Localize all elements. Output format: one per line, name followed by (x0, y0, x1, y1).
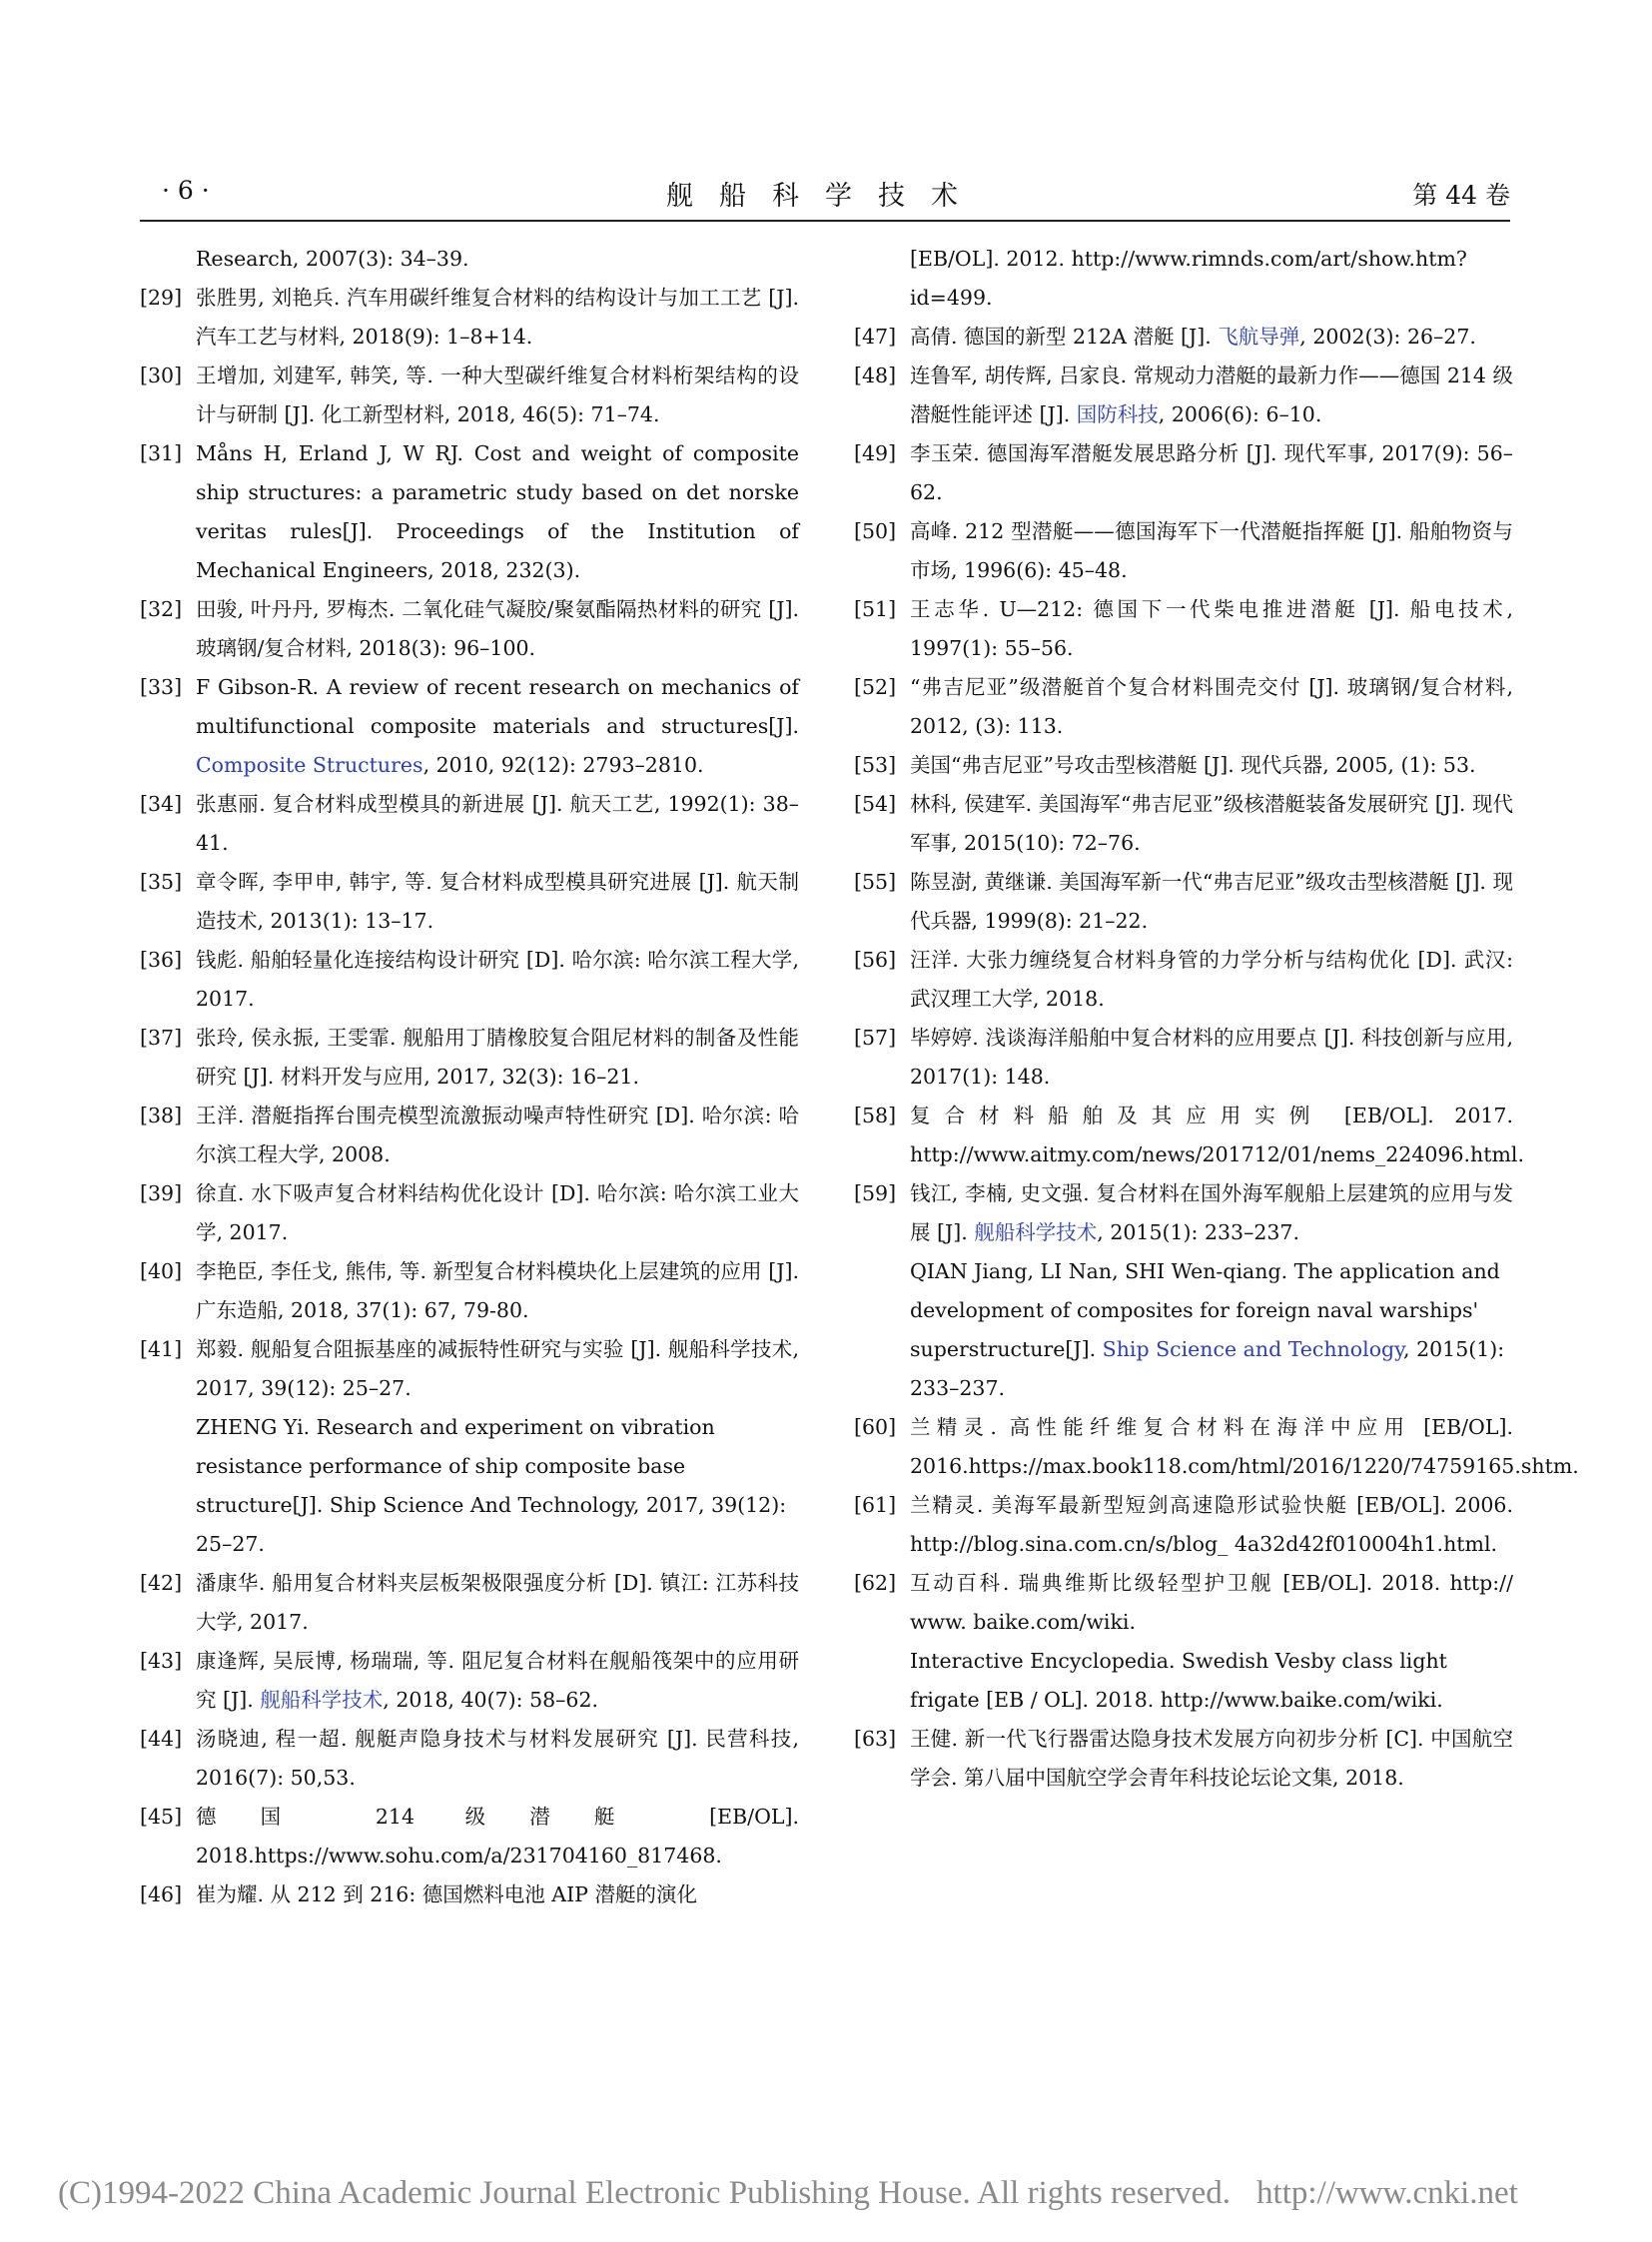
reference-entry (854, 785, 1513, 863)
reference-text: 高倩. 德国的新型 212A 潜艇 [J]. (910, 325, 1212, 349)
reference-entry (140, 668, 799, 785)
reference-number: [33] (140, 675, 183, 699)
reference-number: [38] (140, 1104, 183, 1127)
cnki-url[interactable]: http://www.cnki.net (1256, 2175, 1518, 2211)
reference-text: 连鲁军, 胡传辉, 吕家良. 常规动力潜艇的最新力作——德国 214 级潜艇性能评述 [J]. (910, 364, 1513, 426)
reference-text: 复合材料船舶及其应用实例 [EB/OL]. 2017. http://www.aitmy.com/news/201712/01/nems_224096.html. (910, 1104, 1524, 1166)
reference-entry (854, 1564, 1513, 1642)
reference-number: [30] (140, 364, 183, 387)
reference-text: 陈昱澍, 黄继谦. 美国海军新一代“弗吉尼亚”级攻击型核潜艇 [J]. 现代兵器, 1999(8): 21–22. (910, 870, 1513, 933)
reference-text: 王健. 新一代飞行器雷达隐身技术发展方向初步分析 [C]. 中国航空学会. 第八届中国航空学会青年科技论坛论文集, 2018. (910, 1727, 1513, 1790)
reference-entry (854, 1408, 1579, 1486)
reference-entry (854, 941, 1513, 1019)
reference-entry (140, 1875, 799, 1914)
reference-continuation (854, 240, 1513, 318)
reference-text: 王洋. 潜艇指挥台围壳模型流激振动噪声特性研究 [D]. 哈尔滨: 哈尔滨工程大学, 2008. (196, 1104, 799, 1166)
reference-number: [34] (140, 792, 183, 816)
reference-text: 王增加, 刘建军, 韩笑, 等. 一种大型碳纤维复合材料桁架结构的设计与研制 [J]. 化工新型材料, 2018, 46(5): 71–74. (196, 364, 799, 426)
copyright-text: (C)1994-2022 China Academic Journal Electronic Publishing House. All rights reserved. (58, 2175, 1232, 2211)
reference-text: 潘康华. 船用复合材料夹层板架极限强度分析 [D]. 镇江: 江苏科技大学, 2017. (196, 1571, 799, 1634)
reference-tail: , 2015(1): 233–237. (910, 1337, 1505, 1400)
reference-entry (854, 357, 1513, 434)
reference-text: 张惠丽. 复合材料成型模具的新进展 [J]. 航天工艺, 1992(1): 38–41. (196, 792, 799, 855)
reference-text: ZHENG Yi. Research and experiment on vibration resistance performance of ship composite base structure[J]. Ship Science And Technology, 2017, 39(12): 25–27. (196, 1415, 787, 1556)
reference-tail: , 2018, 40(7): 58–62. (383, 1688, 599, 1712)
journal-link[interactable]: Composite Structures (196, 753, 423, 777)
left-column (140, 240, 799, 1914)
reference-entry (140, 1097, 799, 1174)
page-number: · 6 · (162, 176, 210, 205)
reference-text: 康逢辉, 吴辰博, 杨瑞瑞, 等. 阻尼复合材料在舰船筏架中的应用研究 [J]. (196, 1649, 799, 1712)
reference-text: 崔为耀. 从 212 到 216: 德国燃料电池 AIP 潜艇的演化 (196, 1882, 697, 1906)
volume-label: 第 44 卷 (1412, 181, 1510, 210)
reference-number: [40] (140, 1259, 183, 1283)
reference-number: [36] (140, 948, 183, 972)
reference-entry (854, 1720, 1513, 1798)
reference-number: [58] (854, 1104, 897, 1127)
reference-text: 林科, 侯建军. 美国海军“弗吉尼亚”级核潜艇装备发展研究 [J]. 现代军事, 2015(10): 72–76. (910, 792, 1513, 855)
reference-text: 章令晖, 李甲申, 韩宇, 等. 复合材料成型模具研究进展 [J]. 航天制造技术, 2013(1): 13–17. (196, 870, 799, 933)
reference-text: 美国“弗吉尼亚”号攻击型核潜艇 [J]. 现代兵器, 2005, (1): 53. (910, 753, 1476, 777)
reference-number: [56] (854, 948, 897, 972)
reference-entry (854, 746, 1513, 785)
reference-number: [60] (854, 1415, 897, 1439)
reference-number: [49] (854, 441, 897, 465)
reference-continuation (854, 1252, 1513, 1408)
reference-text: 张胜男, 刘艳兵. 汽车用碳纤维复合材料的结构设计与加工工艺 [J]. 汽车工艺与材料, 2018(9): 1–8+14. (196, 286, 799, 349)
journal-link[interactable]: 舰船科学技术 (260, 1688, 384, 1712)
reference-text: Interactive Encyclopedia. Swedish Vesby class light frigate [EB / OL]. 2018. http://www.baike.com/wiki. (910, 1649, 1447, 1712)
reference-number: [29] (140, 286, 183, 310)
reference-tail: , 2015(1): 233–237. (1097, 1220, 1299, 1244)
reference-number: [41] (140, 1337, 183, 1361)
reference-number: [31] (140, 441, 183, 465)
reference-entry (140, 941, 799, 1019)
reference-entry (140, 1642, 799, 1720)
reference-number: [46] (140, 1882, 183, 1906)
reference-number: [47] (854, 325, 897, 349)
reference-text: F Gibson-R. A review of recent research on mechanics of multifunctional composite materials and structures[J]. (196, 675, 799, 738)
reference-entry (140, 1019, 799, 1097)
reference-text: QIAN Jiang, LI Nan, SHI Wen-qiang. The application and development of composites for foreign naval warships' superstructure[J]. (910, 1259, 1500, 1361)
reference-text: 张玲, 侯永振, 王雯霏. 舰船用丁腈橡胶复合阻尼材料的制备及性能研究 [J]. 材料开发与应用, 2017, 32(3): 16–21. (196, 1026, 799, 1089)
reference-tail: , 2010, 92(12): 2793–2810. (422, 753, 704, 777)
reference-entry (140, 1564, 799, 1642)
journal-link[interactable]: 飞航导弹 (1218, 325, 1300, 349)
journal-link[interactable]: Ship Science and Technology (1102, 1337, 1404, 1361)
reference-text: 高峰. 212 型潜艇——德国海军下一代潜艇指挥艇 [J]. 船舶物资与市场, 1996(6): 45–48. (910, 519, 1513, 582)
reference-entry (140, 1798, 799, 1875)
reference-entry (854, 1097, 1524, 1174)
reference-text: Research, 2007(3): 34–39. (196, 247, 469, 271)
reference-entry (854, 863, 1513, 941)
reference-continuation (140, 1408, 799, 1564)
journal-link[interactable]: 国防科技 (1076, 402, 1159, 426)
reference-text: 郑毅. 舰船复合阻振基座的减振特性研究与实验 [J]. 舰船科学技术, 2017, 39(12): 25–27. (196, 1337, 799, 1400)
reference-number: [43] (140, 1649, 183, 1673)
copyright-footer (58, 2175, 1596, 2212)
reference-number: [37] (140, 1026, 183, 1050)
reference-text: 王志华. U—212: 德国下一代柴电推进潜艇 [J]. 船电技术, 1997(1): 55–56. (910, 597, 1513, 660)
reference-number: [53] (854, 753, 897, 777)
reference-number: [61] (854, 1493, 897, 1517)
reference-number: [57] (854, 1026, 897, 1050)
reference-text: 兰精灵. 美海军最新型短剑高速隐形试验快艇 [EB/OL]. 2006. http://blog.sina.com.cn/s/blog_ 4a32d42f010004h1.html. (910, 1493, 1513, 1556)
reference-entry (140, 357, 799, 434)
reference-text: 汪洋. 大张力缠绕复合材料身管的力学分析与结构优化 [D]. 武汉: 武汉理工大学, 2018. (910, 948, 1513, 1011)
reference-entry (140, 785, 799, 863)
reference-text: “弗吉尼亚”级潜艇首个复合材料围壳交付 [J]. 玻璃钢/复合材料, 2012, (3): 113. (910, 675, 1513, 738)
reference-text: 钱江, 李楠, 史文强. 复合材料在国外海军舰船上层建筑的应用与发展 [J]. (910, 1181, 1513, 1244)
reference-entry (140, 1330, 799, 1408)
reference-number: [39] (140, 1181, 183, 1205)
reference-text: 李艳臣, 李任戈, 熊伟, 等. 新型复合材料模块化上层建筑的应用 [J]. 广东造船, 2018, 37(1): 67, 79-80. (196, 1259, 799, 1322)
reference-text: 汤晓迪, 程一超. 舰艇声隐身技术与材料发展研究 [J]. 民营科技, 2016(7): 50,53. (196, 1727, 799, 1790)
reference-entry (140, 863, 799, 941)
reference-entry (854, 1019, 1513, 1097)
reference-tail: , 2002(3): 26–27. (1299, 325, 1476, 349)
reference-entry (140, 434, 799, 590)
header-rule (140, 220, 1510, 222)
reference-entry (854, 1486, 1513, 1564)
reference-entry (854, 668, 1513, 746)
reference-number: [44] (140, 1727, 183, 1751)
right-column (854, 240, 1579, 1798)
reference-entry (854, 590, 1513, 668)
reference-continuation (854, 1642, 1513, 1720)
reference-text: Måns H, Erland J, W RJ. Cost and weight of composite ship structures: a parametric study based on det norske veritas rules[J]. Proceedings of the Institution of Mechanical Engineers, 2018, 232(3). (196, 441, 799, 582)
reference-number: [54] (854, 792, 897, 816)
reference-text: 毕婷婷. 浅谈海洋船舶中复合材料的应用要点 [J]. 科技创新与应用, 2017(1): 148. (910, 1026, 1513, 1089)
reference-entry (140, 279, 799, 357)
reference-number: [55] (854, 870, 897, 894)
reference-number: [62] (854, 1571, 897, 1595)
reference-number: [35] (140, 870, 183, 894)
reference-entry (140, 1252, 799, 1330)
reference-number: [45] (140, 1805, 183, 1829)
reference-entry (854, 434, 1513, 512)
reference-number: [32] (140, 597, 183, 621)
reference-number: [63] (854, 1727, 897, 1751)
reference-text: 田骏, 叶丹丹, 罗梅杰. 二氧化硅气凝胶/聚氨酯隔热材料的研究 [J]. 玻璃钢/复合材料, 2018(3): 96–100. (196, 597, 799, 660)
reference-entry (854, 1174, 1513, 1252)
reference-number: [50] (854, 519, 897, 543)
reference-text: [EB/OL]. 2012. http://www.rimnds.com/art/show.htm?id=499. (910, 247, 1467, 310)
reference-number: [51] (854, 597, 897, 621)
reference-entry (854, 318, 1513, 357)
reference-number: [42] (140, 1571, 183, 1595)
reference-text: 兰精灵. 高性能纤维复合材料在海洋中应用 [EB/OL]. 2016.https://max.book118.com/html/2016/1220/74759165.shtm. (910, 1415, 1579, 1478)
reference-text: 徐直. 水下吸声复合材料结构优化设计 [D]. 哈尔滨: 哈尔滨工业大学, 2017. (196, 1181, 799, 1244)
reference-entry (140, 590, 799, 668)
reference-number: [48] (854, 364, 897, 387)
page-header (140, 174, 1510, 222)
reference-text: 钱彪. 船舶轻量化连接结构设计研究 [D]. 哈尔滨: 哈尔滨工程大学, 2017. (196, 948, 799, 1011)
reference-tail: , 2006(6): 6–10. (1158, 402, 1322, 426)
journal-title: 舰船科学技术 (666, 181, 984, 212)
reference-number: [59] (854, 1181, 897, 1205)
reference-continuation (140, 240, 799, 279)
reference-entry (140, 1174, 799, 1252)
reference-text: 德国 214 级潜艇 [EB/OL]. 2018.https://www.sohu.com/a/231704160_817468. (196, 1805, 799, 1868)
reference-text: 互动百科. 瑞典维斯比级轻型护卫舰 [EB/OL]. 2018. http:// www. baike.com/wiki. (910, 1571, 1513, 1634)
reference-entry (140, 1720, 799, 1798)
journal-link[interactable]: 舰船科学技术 (974, 1220, 1098, 1244)
reference-entry (854, 512, 1513, 590)
reference-number: [52] (854, 675, 897, 699)
reference-text: 李玉荣. 德国海军潜艇发展思路分析 [J]. 现代军事, 2017(9): 56–62. (910, 441, 1513, 504)
